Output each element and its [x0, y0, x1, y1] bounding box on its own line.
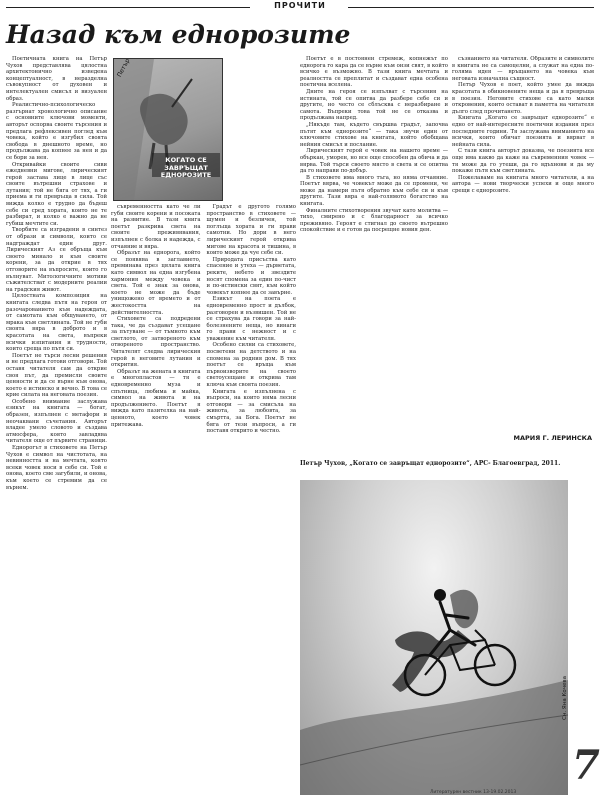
header-rule-left [6, 7, 250, 8]
cyclist-photo [300, 480, 568, 795]
paragraph: Поетът е в постоянен стремеж, копнежът по еднорога го кара да се върне към онзи свят, в който всичко е възможно. В тази книга мечтата и реалността се преплитат и създават една особена поетична вселена. [300, 56, 448, 89]
text-column-2 [111, 204, 296, 794]
paragraph: съзнанието на читателя. Образите и символите в книгата не са самоцелни, а служат на една по-голяма идея — връщането на човека към неговата изначална същност. [452, 56, 594, 82]
paragraph: Езикът на поета е едновременно прост и дълбок, разговорен и възвишен. Той не се страхува да говори за най-болезнените неща, но винаги го прави с нежност и с уважение към читателя. [206, 296, 296, 342]
text-column-1 [6, 56, 107, 794]
paragraph: Цялостната композиция на книгата следва пътя на героя от разочарованието към надеждата, от самотата към общуването, от мрака към светлината. Той не губи своята вяра в доброто и в красотата на света, въпреки всички изпитания и трудности, които среща по пътя си. [6, 293, 107, 353]
paragraph: „Някъде там, където свършва градът, започва пътят към еднорозите“ — така звучи един от ключовите стихове на книгата, който обобщава нейния смисъл и послание. [300, 121, 448, 148]
paragraph: Книгата „Когато се завръщат еднорозите“ е едно от най-интересните поетични издания през последните години. Тя заслужава вниманието на всички, които обичат поезията и вярват в нейната сила. [452, 115, 594, 148]
text-column-4 [300, 56, 448, 452]
page-number: 7 [572, 742, 600, 789]
article-title: Назад към еднорозите [6, 20, 351, 49]
paragraph: Образът на жената в книгата е многопластов — тя е едновременно муза и спътница, любима и майка, символ на живота и на продължението. Поетът я вижда като пазителка на най-ценното, което човек притежава. [111, 368, 201, 428]
paragraph: Образът на еднорога, който се появява в заглавието, преминава през цялата книга като символ на една изгубена хармония между човека и света. Той е знак за онова, което не може да бъде унищожено от времето и от жестокостта на действителността. [111, 250, 201, 316]
book-info: Петър Чухов, „Когато се завръщат еднорозите“, АРС- Благоевград, 2011. [300, 460, 561, 467]
paragraph: С тази книга авторът доказва, че поезията все още има какво да каже на съвременния човек — тя може да го утеши, да го вдъхнови и да му покаже пътя към светлината. [452, 148, 594, 175]
paragraph: Дните на героя се изпълват с търсения на истината, той се опитва да разбере себе си и другите, но често се сблъсква с неразбиране и самота. Въпреки това той не се отказва и продължава напред. [300, 88, 448, 122]
author-byline: МАРИЯ Г. ЛЕРИНСКА [513, 434, 592, 442]
paragraph: Лирическият герой е човек на нашето време — объркан, уморен, но все още способен да обича и да вярва. Той търси своето място в света и се опитва да го направи по-добър. [300, 148, 448, 175]
paragraph: Откривайки своите сиви ежедневни мигове, лирическият герой застава лице в лице със своите вътрешни страхове и лутания; той не бяга от тях, а ги приема и ги превръща в сила. Той вижда колко е трудно да бъдеш себе си сред хората, които не те разбират, и колко е важно да не губиш мечтите си. [6, 161, 107, 227]
photo-credit: Сн. Яна Кочева [562, 676, 568, 720]
book-cover-image [113, 58, 223, 201]
paragraph: Особено силни са стиховете, посветени на детството и на спомена за родния дом. В тях поетът се връща към първоизворите на своето светоусещане и открива там ключа към своята поезия. [206, 342, 296, 389]
paragraph: В стиховете има много тъга, но няма отчаяние. Поетът вярва, че човекът може да се промени, че може да намери пътя обратно към себе си и към другите. Тази вяра е най-голямото богатство на книгата. [300, 174, 448, 208]
paragraph: Поетичната книга на Петър Чухов представлява цялостна архитектонично изведена концептуалност, в неразделна съвокупност от духовен и интелектуален смисъл и визуален образ. [6, 56, 107, 102]
footer-issue-info: Литературен вестник 13-19.02.2013 [430, 790, 517, 795]
text-column-5 [452, 56, 594, 426]
paragraph: Творбите са изградени в синтез от образи и символи, които се надграждат един друг. Лирическият Аз се обръща към своето минало и към своите корени, за да открие в тях отговорите на въпросите, които го вълнуват. Митологичните мотиви съжителстват с модерните реалии на градския живот. [6, 227, 107, 293]
paragraph: Реалистично-психологическо разгърнат хронологично описание с основните ключови моменти, авторът оспорва своите търсения и предлага рефлексивен поглед към човека, който е изгубил своята свобода в днешното време, но продължава да копнее за нея и да се бори за нея. [6, 102, 107, 161]
paragraph: Финалните стихотворения звучат като молитва — тихо, смирено и с благодарност за всичко преживяно. Героят е стигнал до своето вътрешно спокойствие и е готов да посрещне новия ден. [300, 207, 448, 234]
paragraph: Градът е другото голямо пространство в стиховете — шумен и безличен, той поглъща хората и ги прави самотни. Но дори в него лирическият герой открива мигове на красота и тишина, в които може да чуе себе си. [206, 204, 296, 257]
paragraph: Пожелаваме на книгата много читатели, а на автора — нови творчески успехи и още много срещи с еднорозите. [452, 174, 594, 194]
paragraph: Поетът не търси лесни решения и не предлага готови отговори. Той оставя читателя сам да открие своя път, да премисли своите ценности и да се върне към онова, което е истинско и вечно. В това се крие силата на неговата поезия. [6, 352, 107, 399]
cyclist-photo-art [300, 480, 568, 795]
paragraph: Стиховете са подредени така, че да създават усещане за пътуване — от тъмното към светлото, от затвореното към отвореното пространство. Читателят следва лирическия герой в неговите лутания и открития. [111, 316, 201, 369]
paragraph: Особено внимание заслужава езикът на книгата — богат, образен, изпълнен с метафори и неочаквани съчетания. Авторът владее умело словото и създава атмосфера, която завладява читателя още от първите страници. [6, 398, 107, 445]
paragraph: Книгата е изпълнена с въпроси, на които няма лесни отговори — за смисъла на живота, за любовта, за смъртта, за Бога. Поетът не бяга от тези въпроси, а ги поставя открито и честно. [206, 388, 296, 435]
cover-title: КОГАТО СЕ ЗАВРЪЩАТ ЕДНОРОЗИТЕ [160, 156, 212, 179]
paragraph: Природата присъства като спасение и утеха — дърветата, реките, небето и звездите носят спомена за един по-чист и по-истински свят, към който човекът копнее да се завърне. [206, 256, 296, 296]
header-rule-right [348, 7, 594, 8]
paragraph: съвременността като че ли губи своите корени и посоката на развитие. В тази книга поетът разкрива света на своите преживявания, изпълнен с болка и надежда, с отчаяние и вяра. [111, 204, 201, 250]
section-label: ПРОЧИТИ [274, 1, 326, 10]
section-header [0, 0, 600, 14]
paragraph: Еднорогът в стиховете на Петър Чухов е символ на чистотата, на невинността и на мечтата, която всеки човек носи в себе си. Той е онова, което сме загубили, и онова, към което се стремим да се върнем. [6, 445, 107, 491]
paragraph: Петър Чухов е поет, който умее да вижда красотата в обикновените неща и да я превръща в поезия. Неговите стихове са като малки откровения, които остават в паметта на читателя дълго след прочитането. [452, 82, 594, 115]
